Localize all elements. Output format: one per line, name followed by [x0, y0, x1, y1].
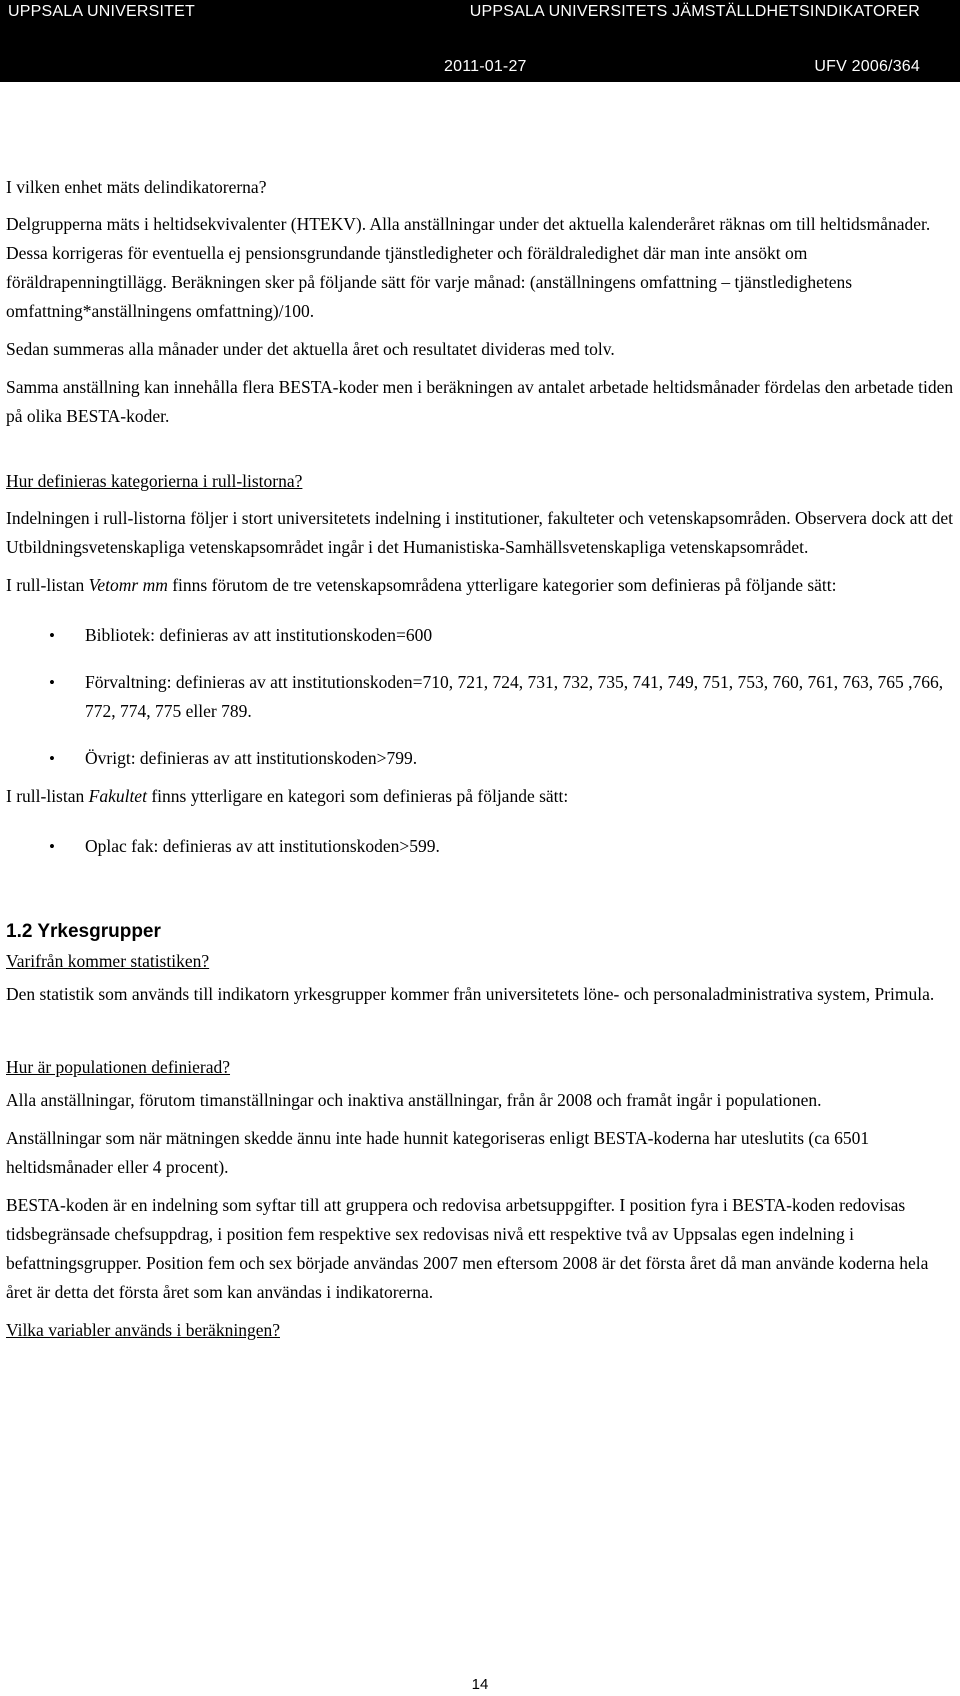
header-reference: UFV 2006/364 [814, 58, 920, 75]
text-fragment: I rull-listan [6, 786, 89, 806]
question-heading-categories: Hur definieras kategorierna i rull-listorna? [6, 471, 303, 491]
paragraph-besta-definition: BESTA-koden är en indelning som syftar till att gruppera och redovisa arbetsuppgifter. I position fyra i BESTA-koden redovisas tidsbegränsade chefsuppdrag, i position fem respektive sex redovisas nivå ett respektive två av Uppsalas egen indelning i befattningsgrupper. Position fem och sex började användas 2007 men eftersom 2008 är det första året då man använde koderna hela året är detta det första året som kan användas i indikatorerna. [6, 1195, 929, 1302]
header-university: UPPSALA UNIVERSITET [8, 3, 195, 20]
text-fragment: finns ytterligare en kategori som definieras på följande sätt: [146, 786, 569, 806]
paragraph-rull-listor: Indelningen i rull-listorna följer i stort universitetets indelning i institutioner, fakulteter och vetenskapsområden. Observera dock att det Utbildningsvetenskapliga vetenskapsområdet ingår i det Humanistiska-Samhällsvetenskapliga vetenskapsområdet. [6, 508, 953, 557]
term-vetomr: Vetomr mm [88, 575, 168, 595]
list-item: • Oplac fak: definieras av att institutionskoden>599. [6, 832, 954, 861]
paragraph-excluded: Anställningar som när mätningen skedde ännu inte hade hunnit kategoriseras enligt BESTA-koderna har uteslutits (ca 6501 heltidsmånader eller 4 procent). [6, 1128, 870, 1177]
question-heading-unit: I vilken enhet mäts delindikatorerna? [6, 177, 267, 197]
page-number: 14 [471, 1676, 489, 1693]
bullet-list-fakultet [6, 832, 954, 861]
paragraph-fakultet [6, 782, 954, 811]
paragraph-source: Den statistik som används till indikatorn yrkesgrupper kommer från universitetets löne- och personaladministrativa system, Primula. [6, 984, 935, 1004]
paragraph-vetomr [6, 571, 954, 600]
document-body [6, 173, 954, 1345]
text-fragment: finns förutom de tre vetenskapsområdena ytterligare kategorier som definieras på följande sätt: [167, 575, 837, 595]
header-date: 2011-01-27 [444, 58, 527, 75]
list-item: • Bibliotek: definieras av att institutionskoden=600 [6, 621, 954, 650]
header-report-title: UPPSALA UNIVERSITETS JÄMSTÄLLDHETSINDIKATORER [469, 3, 920, 20]
text-fragment: I rull-listan [6, 575, 89, 595]
document-header [0, 0, 960, 82]
bullet-list-vetomr [6, 621, 954, 773]
paragraph-besta-split: Samma anställning kan innehålla flera BESTA-koder men i beräkningen av antalet arbetade heltidsmånader fördelas den arbetade tiden på olika BESTA-koder. [6, 377, 954, 426]
question-heading-source: Varifrån kommer statistiken? [6, 951, 210, 971]
paragraph-sum-months: Sedan summeras alla månader under det aktuella året och resultatet divideras med tolv. [6, 339, 615, 359]
paragraph-unit-definition: Delgrupperna mäts i heltidsekvivalenter (HTEKV). Alla anställningar under det aktuella kalenderåret räknas om till heltidsmånader. Dessa korrigeras för eventuella ej pensionsgrundande tjänstledigheter och föräldraledighet där man inte ansökt om föräldrapenningtillägg. Beräkningen sker på följande sätt för varje månad: (anställningens omfattning – tjänstledighetens omfattning*anställningens omfattning)/100. [6, 214, 931, 321]
list-item: • Övrigt: definieras av att institutionskoden>799. [6, 744, 954, 773]
section-title: 1.2 Yrkesgrupper [6, 921, 161, 942]
paragraph-population: Alla anställningar, förutom timanställningar och inaktiva anställningar, från år 2008 och framåt ingår i populationen. [6, 1090, 822, 1110]
question-heading-population: Hur är populationen definierad? [6, 1057, 231, 1077]
question-heading-variables: Vilka variabler används i beräkningen? [6, 1320, 280, 1340]
list-item: • Förvaltning: definieras av att institutionskoden=710, 721, 724, 731, 732, 735, 741, 749, 751, 753, 760, 761, 763, 765 ,766, 772, 774, 775 eller 789. [6, 668, 954, 726]
term-fakultet: Fakultet [88, 786, 147, 806]
